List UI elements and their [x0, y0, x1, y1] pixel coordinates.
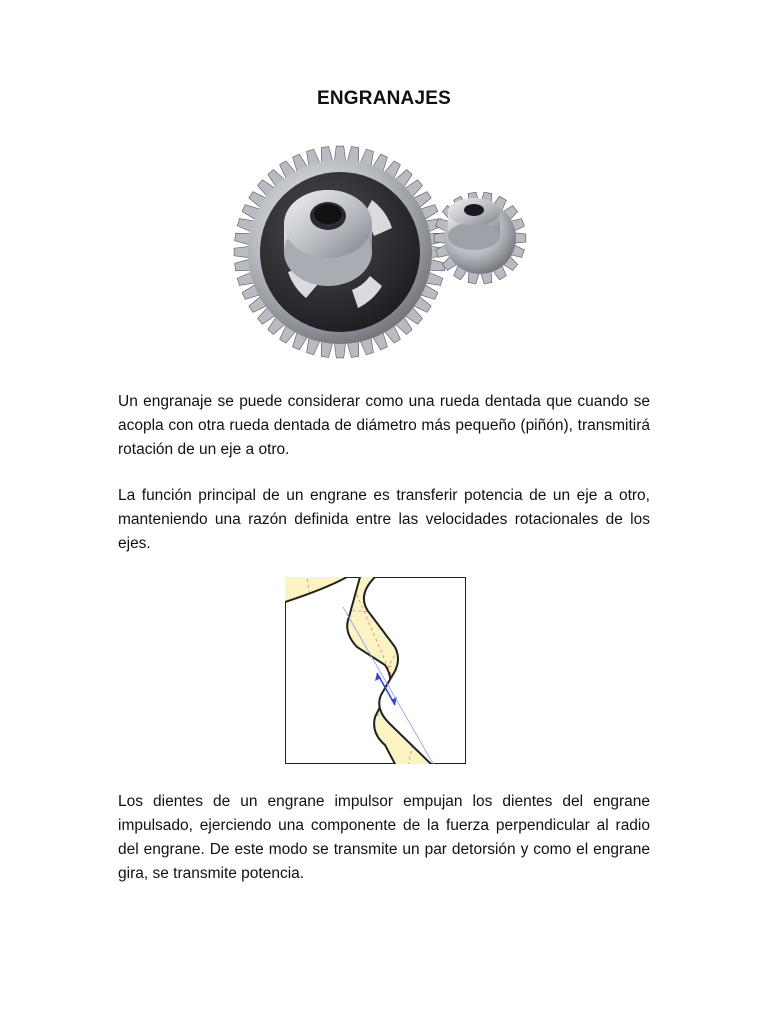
paragraph-intro: Un engranaje se puede considerar como una rueda dentada que cuando se acopla con otra rueda dentada de diámetro más pequeño (piñón), transmitirá rotación de un eje a otro. [118, 393, 650, 458]
meshing-gears-photo-icon [222, 140, 532, 360]
paragraph-torque-transmission: Los dientes de un engrane impulsor empujan los dientes del engrane impulsado, ejerciendo una componente de la fuerza perpendicular al radio del engrane. De este modo se transmite un par detorsión y como el engrane gira, se transmite potencia. [118, 793, 650, 882]
paragraph-main-function: La función principal de un engrane es transferir potencia de un eje a otro, manteniendo una razón definida entre las velocidades rotacionales de los ejes. [118, 487, 650, 552]
page-title: ENGRANAJES [317, 88, 451, 109]
gear-teeth-contact-diagram-icon [285, 577, 466, 764]
